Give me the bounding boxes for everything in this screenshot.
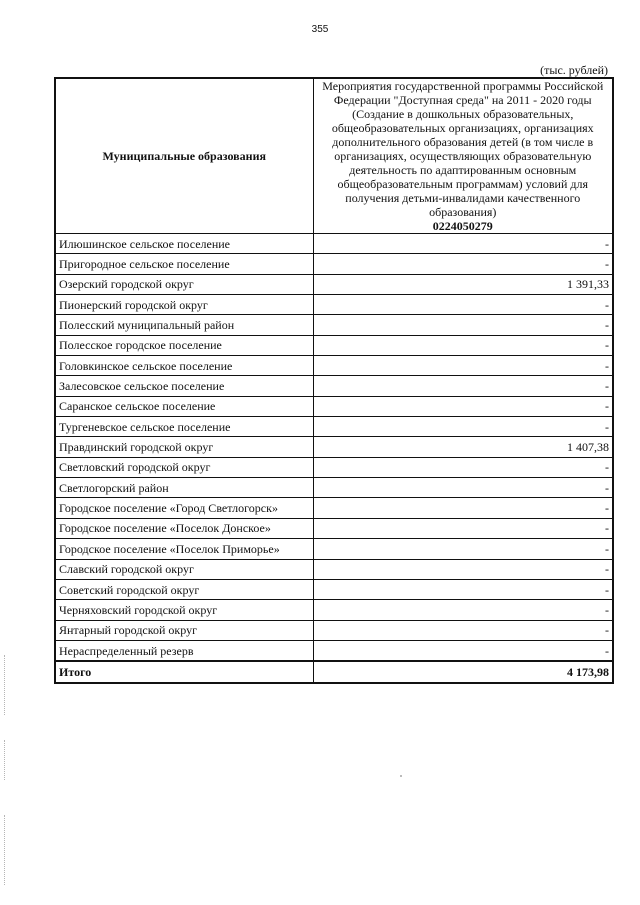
scan-margin-mark [4,740,6,780]
municipality-name: Тургеневское сельское поселение [55,417,313,437]
municipality-name: Городское поселение «Город Светлогорск» [55,498,313,518]
municipality-name: Полесский муниципальный район [55,315,313,335]
scan-margin-mark [4,655,6,715]
table-body [55,234,613,662]
municipality-name: Озерский городской округ [55,274,313,294]
table-row [55,640,613,661]
municipality-value: - [313,376,613,396]
total-value: 4 173,98 [313,661,613,683]
municipality-name: Головкинское сельское поселение [55,356,313,376]
municipality-name: Янтарный городской округ [55,620,313,640]
municipality-name: Светлогорский район [55,478,313,498]
table-row [55,600,613,620]
municipality-value: - [313,478,613,498]
units-label: (тыс. рублей) [540,63,608,77]
municipality-value: - [313,498,613,518]
header-description-text: Мероприятия государственной программы Российской Федерации "Доступная среда" на 2011 - 2020 годы (Создание в дошкольных образовательных, общеобразовательных организациях, организациях дополнительного образования детей (в том числе в организациях, осуществляющих образовательную деятельность по адаптированным основным общеобразовательным программам) условий для получения детьми-инвалидами качественного образования) [322,79,604,219]
municipality-name: Пригородное сельское поселение [55,254,313,274]
municipality-value: - [313,620,613,640]
table-row [55,335,613,355]
table-row [55,274,613,294]
municipality-value: - [313,295,613,315]
municipality-value: - [313,356,613,376]
table-row [55,417,613,437]
municipality-value: - [313,234,613,254]
municipality-value: - [313,417,613,437]
municipality-name: Светловский городской округ [55,457,313,477]
municipality-value: - [313,396,613,416]
table-row [55,518,613,538]
municipality-name: Городское поселение «Поселок Приморье» [55,539,313,559]
table-row [55,376,613,396]
total-row [55,661,613,683]
municipality-name: Черняховский городской округ [55,600,313,620]
municipality-name: Нераспределенный резерв [55,640,313,661]
header-code: 0224050279 [432,219,493,233]
table-row [55,295,613,315]
municipality-value: 1 391,33 [313,274,613,294]
municipality-value: - [313,518,613,538]
municipality-name: Илюшинское сельское поселение [55,234,313,254]
table-row [55,234,613,254]
table-row [55,498,613,518]
municipality-value: - [313,600,613,620]
table-row [55,559,613,579]
table-row [55,254,613,274]
table-row [55,315,613,335]
scan-dust-dot [400,775,402,777]
municipality-value: - [313,457,613,477]
table-row [55,396,613,416]
municipality-value: - [313,640,613,661]
budget-table [54,77,614,684]
table-row [55,478,613,498]
table-row [55,437,613,457]
municipality-name: Пионерский городской округ [55,295,313,315]
municipality-name: Полесское городское поселение [55,335,313,355]
page-number: 355 [311,24,329,35]
municipality-value: - [313,315,613,335]
municipality-value: - [313,539,613,559]
municipality-name: Городское поселение «Поселок Донское» [55,518,313,538]
municipality-name: Саранское сельское поселение [55,396,313,416]
municipality-value: - [313,254,613,274]
table-row [55,356,613,376]
table-header-row [55,78,613,234]
municipality-name: Советский городской округ [55,579,313,599]
header-program-description [313,78,613,234]
table-row [55,539,613,559]
municipality-name: Славский городской округ [55,559,313,579]
total-label: Итого [55,661,313,683]
municipality-name: Правдинский городской округ [55,437,313,457]
table-row [55,620,613,640]
municipality-name: Залесовское сельское поселение [55,376,313,396]
municipality-value: - [313,559,613,579]
municipality-value: - [313,335,613,355]
header-municipalities: Муниципальные образования [55,78,313,234]
municipality-value: 1 407,38 [313,437,613,457]
table-row [55,457,613,477]
municipality-value: - [313,579,613,599]
scan-margin-mark [4,815,6,885]
table-row [55,579,613,599]
